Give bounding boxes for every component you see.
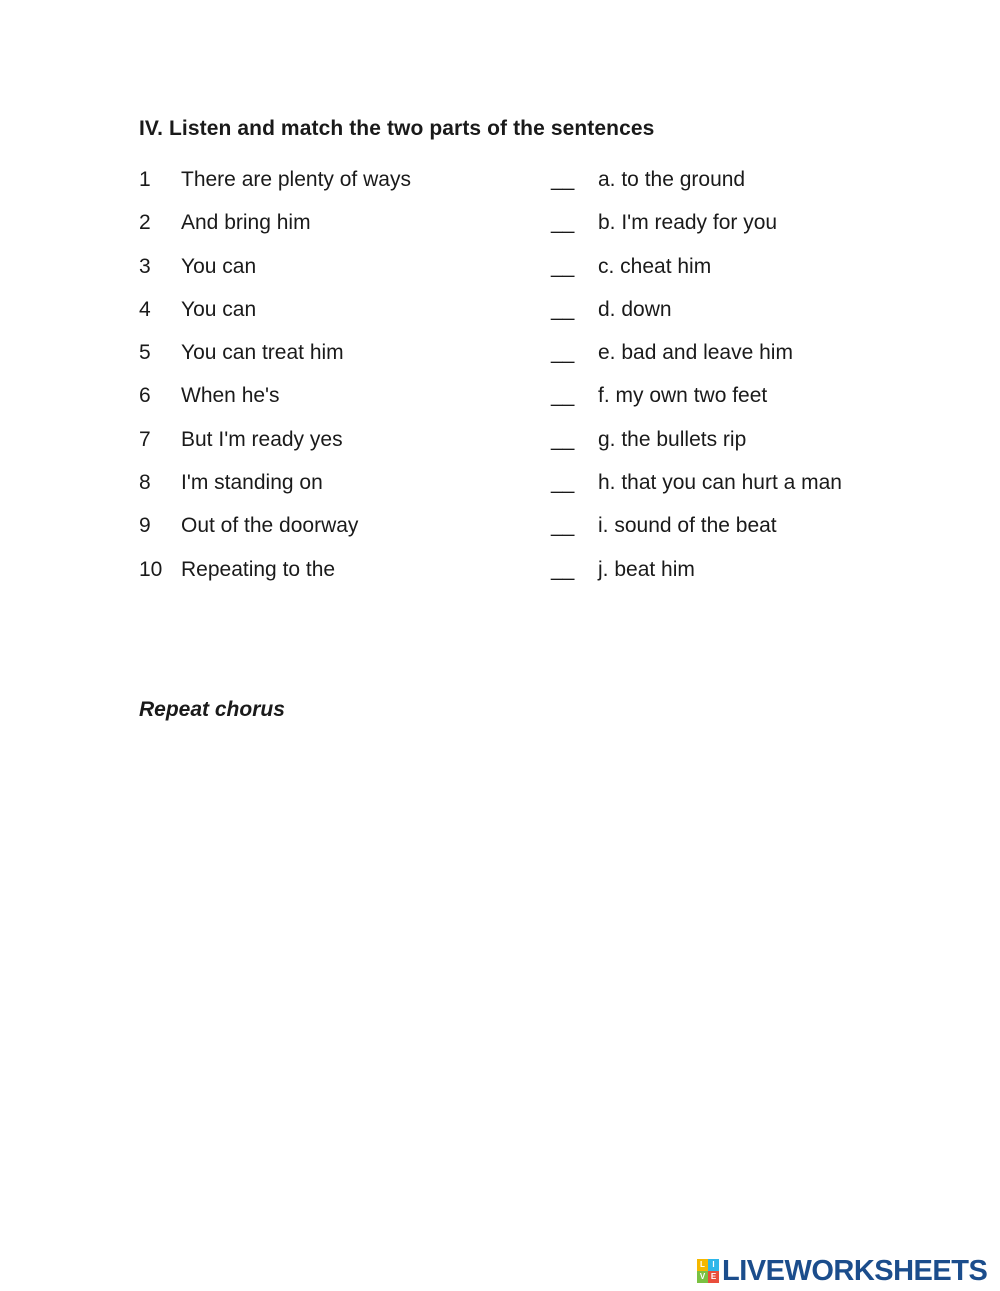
logo-tile-l: L (697, 1259, 708, 1271)
item-number: 1 (139, 168, 151, 191)
matching-row (139, 555, 899, 598)
sentence-start: You can (181, 254, 257, 278)
sentence-end: d. down (598, 297, 672, 321)
item-number: 6 (139, 384, 151, 408)
matching-row (139, 208, 899, 251)
matching-row (139, 425, 899, 468)
matching-row (139, 165, 899, 208)
answer-blank[interactable]: __ (551, 211, 575, 235)
answer-blank[interactable]: __ (551, 427, 575, 451)
sentence-start: There are plenty of ways (181, 168, 411, 191)
item-number: 4 (139, 297, 151, 321)
sentence-end: f. my own two feet (598, 384, 768, 408)
logo-tile-e: E (708, 1271, 719, 1283)
answer-blank[interactable]: __ (551, 341, 575, 365)
item-number: 2 (139, 211, 151, 235)
answer-blank[interactable]: __ (551, 384, 575, 408)
sentence-start: Repeating to the (181, 557, 336, 581)
sentence-start: You can treat him (181, 341, 344, 365)
answer-blank[interactable]: __ (551, 557, 575, 581)
logo-icon (697, 1259, 719, 1283)
logo-tile-v: V (697, 1271, 708, 1283)
answer-blank[interactable]: __ (551, 297, 575, 321)
liveworksheets-logo (697, 1256, 987, 1286)
answer-blank[interactable]: __ (551, 514, 575, 538)
matching-row (139, 468, 899, 511)
sentence-end: a. to the ground (598, 168, 746, 191)
item-number: 10 (139, 557, 163, 581)
sentence-start: I'm standing on (181, 471, 323, 495)
matching-row (139, 295, 899, 338)
matching-row (139, 252, 899, 295)
sentence-start: You can (181, 297, 257, 321)
matching-list (139, 165, 899, 598)
answer-blank[interactable]: __ (551, 471, 575, 495)
sentence-start: And bring him (181, 211, 311, 235)
sentence-start: Out of the doorway (181, 514, 359, 538)
sentence-end: b. I'm ready for you (598, 211, 778, 235)
answer-blank[interactable]: __ (551, 168, 575, 191)
sentence-start: When he's (181, 384, 280, 408)
sentence-start: But I'm ready yes (181, 427, 343, 451)
matching-row (139, 381, 899, 424)
matching-row (139, 338, 899, 381)
sentence-end: i. sound of the beat (598, 514, 777, 538)
item-number: 8 (139, 471, 151, 495)
sentence-end: e. bad and leave him (598, 341, 793, 365)
exercise-heading: IV. Listen and match the two parts of the sentences (139, 117, 655, 140)
sentence-end: c. cheat him (598, 254, 712, 278)
item-number: 9 (139, 514, 151, 538)
answer-blank[interactable]: __ (551, 254, 575, 278)
sentence-end: g. the bullets rip (598, 427, 747, 451)
matching-row (139, 511, 899, 554)
repeat-chorus-note: Repeat chorus (139, 698, 285, 721)
logo-tile-i: I (708, 1259, 719, 1271)
item-number: 5 (139, 341, 151, 365)
item-number: 3 (139, 254, 151, 278)
sentence-end: h. that you can hurt a man (598, 471, 842, 495)
logo-wordmark: LIVEWORKSHEETS (722, 1255, 988, 1287)
item-number: 7 (139, 427, 151, 451)
sentence-end: j. beat him (598, 557, 695, 581)
